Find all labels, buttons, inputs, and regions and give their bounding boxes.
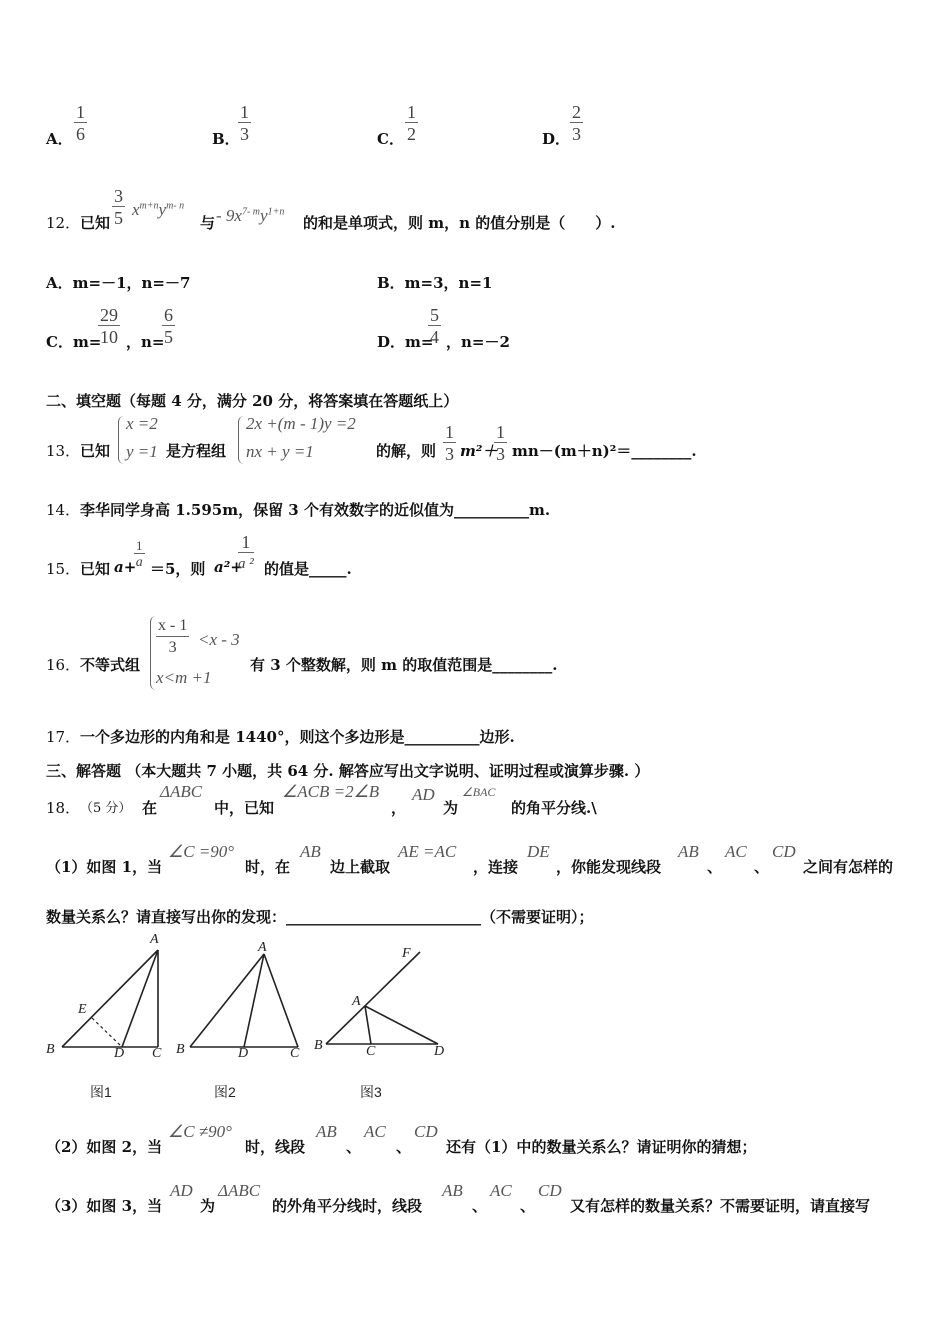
q13-system-2-line-1: 2x +(m - 1)y =2 (246, 414, 356, 433)
q13-tail: mn－(m＋n)²＝________. (512, 442, 697, 460)
q18-math-1: ΔABC (160, 782, 203, 801)
q16-number: 16． (46, 656, 81, 674)
q13-text-2: 是方程组 (166, 442, 227, 460)
q18-text-2: 中，已知 (214, 799, 275, 817)
q16-line-2: x<m +1 (156, 668, 212, 687)
q18-text-5: 的角平分线.\ (511, 799, 597, 817)
fig3-label-c: C (366, 1044, 376, 1059)
fig3-label-f: F (402, 946, 411, 961)
part-2-math-3: AC (364, 1122, 386, 1141)
fig1-label-d: D (114, 1046, 125, 1061)
q15-number: 15． (46, 560, 81, 578)
part-2-text-2: 时，线段 (245, 1138, 306, 1156)
part-3-math-5: CD (538, 1181, 562, 1200)
fig3-segment-bf (326, 952, 420, 1044)
part-1-text-1: （1）如图 1，当 (46, 858, 163, 876)
q18-math-3: AD (412, 785, 435, 804)
fig1-label-b: B (46, 1042, 55, 1057)
q18-math-2: ∠ACB =2∠B (282, 782, 380, 801)
q13-fraction-2: $\frac{1}{3}$ (496, 422, 505, 464)
q15-text-3: 的值是_____. (264, 560, 352, 578)
q12-option-d-label: D．m= (377, 333, 434, 351)
q12-text-1: 已知 (80, 214, 111, 232)
q18-text-1: 在 (142, 799, 158, 817)
fig3-label-a: A (352, 994, 361, 1009)
fig2-label-d: D (238, 1046, 249, 1061)
q18-number: 18． (46, 799, 81, 817)
fig1-segment-ba (62, 950, 158, 1047)
q12-number: 12． (46, 214, 81, 232)
figure-3 (326, 952, 438, 1044)
q13-brace-1 (118, 416, 125, 464)
part-3-text-5: 、 (520, 1197, 536, 1215)
geometry-figures (40, 930, 460, 1070)
fig2-segment-ad (244, 954, 264, 1047)
q11-option-b-label: B． (212, 130, 240, 148)
fig1-segment-ed (92, 1018, 122, 1047)
figure-3-caption: 图3 (360, 1084, 382, 1100)
part-1-text-4: ，连接 (473, 858, 519, 876)
fig2-label-a: A (258, 940, 267, 955)
fig3-label-d: D (434, 1044, 445, 1059)
q12-option-d-fraction: $\frac{5}{4}$ (430, 305, 439, 347)
fig1-label-c: C (152, 1046, 162, 1061)
q15-a-squared-plus: a²+ (214, 558, 243, 576)
q14-number: 14． (46, 501, 81, 519)
part-3-text-4: 、 (472, 1197, 488, 1215)
q11-option-a-label: A． (46, 130, 73, 148)
section-3-heading: 三、解答题 （本大题共 7 小题，共 64 分. 解答应写出文字说明、证明过程或演算步骤. ） (46, 762, 650, 780)
q12-text-2: 与 (200, 214, 216, 232)
part-2-math-4: CD (414, 1122, 438, 1141)
part-3-math-2: ΔABC (218, 1181, 261, 1200)
q15-text-2: ＝5，则 (150, 560, 206, 578)
part-3-math-1: AD (170, 1181, 193, 1200)
q11-option-c-label: C． (377, 130, 404, 148)
q12-option-a: A．m=－1，n=－7 (46, 274, 191, 292)
q12-option-c-label: C．m= (46, 333, 102, 351)
part-3-text-3: 的外角平分线时，线段 (272, 1197, 423, 1215)
q13-mid: m²＋ (460, 442, 498, 460)
q18-score: （5 分） (80, 801, 132, 816)
fig2-segment-ac (264, 954, 298, 1047)
q12-text-3: 的和是单项式，则 m，n 的值分别是（ ）. (303, 214, 616, 232)
q11-option-d-fraction: $\frac{2}{3}$ (572, 102, 581, 144)
q14-text: 李华同学身高 1.595m，保留 3 个有效数字的近似值为__________m. (80, 501, 551, 519)
q16-text-2: 有 3 个整数解，则 m 的取值范围是________. (250, 656, 558, 674)
q11-option-b-fraction: $\frac{1}{3}$ (240, 102, 249, 144)
q13-brace-2 (238, 416, 245, 464)
part-2-text-3: 、 (346, 1138, 362, 1156)
part-1-math-2: AB (300, 842, 321, 861)
part-3-text-6: 又有怎样的数量关系？不需要证明，请直接写 (570, 1197, 871, 1215)
fig1-label-a: A (150, 932, 159, 947)
q11-option-d-label: D． (542, 130, 571, 148)
fig2-label-b: B (176, 1042, 185, 1057)
q13-fraction-1: $\frac{1}{3}$ (445, 422, 454, 464)
fig2-segment-ba (190, 954, 264, 1047)
q13-system-2-line-2: nx + y =1 (246, 442, 314, 461)
q12-option-c-mid: ，n= (126, 333, 165, 351)
figure-2-caption: 图2 (214, 1084, 236, 1100)
part-2-text-1: （2）如图 2，当 (46, 1138, 163, 1156)
q17-number: 17． (46, 728, 81, 746)
q16-line-1-rest: <x - 3 (198, 630, 240, 649)
part-1-text-7: 、 (754, 858, 770, 876)
part-1-math-1: ∠C =90° (168, 842, 235, 861)
part-1-text-3: 边上截取 (330, 858, 391, 876)
fig3-label-b: B (314, 1038, 323, 1053)
part-3-math-4: AC (490, 1181, 512, 1200)
q13-system-1-line-1: x =2 (126, 414, 158, 433)
q11-option-a-fraction: $\frac{1}{6}$ (76, 102, 85, 144)
q17-text: 一个多边形的内角和是 1440°，则这个多边形是__________边形. (80, 728, 515, 746)
part-1-text-8: 之间有怎样的 (803, 858, 894, 876)
figure-1 (62, 950, 158, 1047)
q12-option-d-tail: ，n=－2 (446, 333, 510, 351)
q12-option-b: B．m=3，n=1 (377, 274, 493, 292)
part-1-math-5: AB (678, 842, 699, 861)
fig1-label-e: E (78, 1002, 87, 1017)
fig3-segment-ad (365, 1006, 438, 1044)
part-2-math-1: ∠C ≠90° (168, 1122, 232, 1141)
part-3-math-3: AB (442, 1181, 463, 1200)
part-1-math-7: CD (772, 842, 796, 861)
q11-option-c-fraction: $\frac{1}{2}$ (407, 102, 416, 144)
q15-a-plus: a+ (114, 558, 137, 576)
figure-2 (190, 954, 298, 1047)
fig3-segment-ac (365, 1006, 371, 1044)
q13-system-1-line-2: y =1 (126, 442, 158, 461)
section-2-heading: 二、填空题（每题 4 分，满分 20 分，将答案填在答题纸上） (46, 392, 459, 410)
q15-fraction-1: $\frac{1}{a}$ (135, 538, 143, 570)
part-2-text-5: 还有（1）中的数量关系么？请证明你的猜想； (446, 1138, 757, 1156)
q18-math-4: ∠BAC (462, 785, 496, 799)
part-1-text-5: ，你能发现线段 (556, 858, 662, 876)
q16-fraction: $\frac{x - 1}{3}$ (158, 617, 188, 656)
q12-term-1: $x^{m+n}y^{m- n}$ (132, 200, 185, 219)
fig2-label-c: C (290, 1046, 300, 1061)
figure-1-caption: 图1 (90, 1084, 112, 1100)
part-1-math-6: AC (725, 842, 747, 861)
part-1-line-2: 数量关系么？请直接写出你的发现：__________________________（不需要证明）； (46, 908, 594, 926)
q13-text-3: 的解，则 (376, 442, 437, 460)
q12-coefficient: $\frac{3}{5}$ (114, 186, 123, 228)
q18-text-4: 为 (443, 799, 459, 817)
q12-option-c-fraction-1: $\frac{29}{10}$ (100, 305, 118, 347)
part-1-math-3: AE =AC (398, 842, 457, 861)
part-1-math-4: DE (527, 842, 550, 861)
part-1-text-6: 、 (707, 858, 723, 876)
part-2-text-4: 、 (396, 1138, 412, 1156)
q15-fraction-2: 1 a ² (238, 532, 254, 572)
q16-text-1: 不等式组 (80, 656, 141, 674)
part-2-math-2: AB (316, 1122, 337, 1141)
q12-option-c-fraction-2: $\frac{6}{5}$ (164, 305, 173, 347)
q15-text-1: 已知 (80, 560, 111, 578)
q13-text-1: 已知 (80, 442, 111, 460)
q18-text-3: ， (391, 799, 407, 817)
part-1-text-2: 时，在 (245, 858, 291, 876)
part-3-text-2: 为 (200, 1197, 216, 1215)
q13-number: 13． (46, 442, 81, 460)
q12-term-2: - $9x^{7- m}y^{1+n}$ (216, 206, 285, 225)
part-3-text-1: （3）如图 3，当 (46, 1197, 163, 1215)
fig1-segment-ad (122, 950, 158, 1047)
